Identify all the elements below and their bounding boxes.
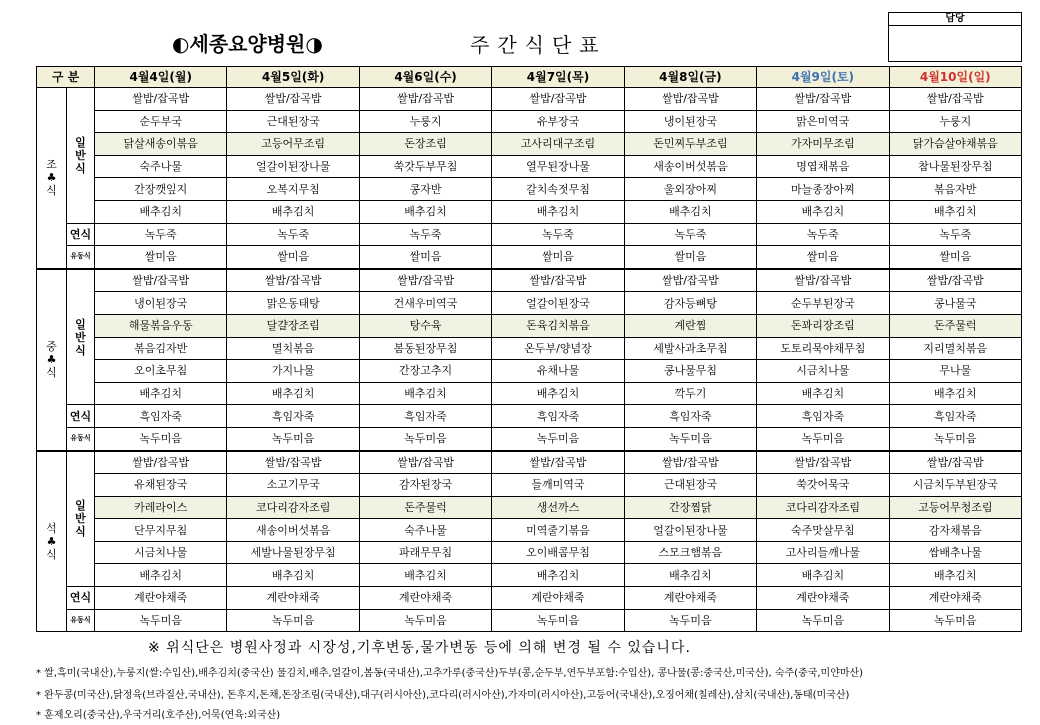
menu-cell: 녹두죽 [227, 223, 359, 246]
menu-cell: 배추김치 [889, 200, 1021, 223]
liquid-diet-row [37, 246, 1022, 269]
menu-cell: 배추김치 [492, 382, 624, 405]
menu-cell: 새송이버섯볶음 [227, 519, 359, 542]
general-diet-label: 일 반 식 [67, 88, 95, 224]
menu-cell: 흑임자죽 [492, 405, 624, 428]
menu-cell: 녹두미음 [359, 609, 491, 632]
soft-diet-label: 연식 [67, 405, 95, 428]
menu-cell: 쌀밥/잡곡밥 [624, 451, 756, 474]
origin-line-2: * 완두콩(미국산),닭정육(브라질산,국내산), 돈후지,돈채,돈장조림(국내산),대구(러시아산),코다리(러시아산),가자미(러시아산),고등어(국내산),오징어채(칠레산),삼치(국내산),동태(미국산) [36, 690, 850, 701]
menu-row [37, 451, 1022, 474]
menu-cell: 마늘종장아찌 [757, 178, 889, 201]
liquid-diet-label: 유동식 [67, 246, 95, 269]
menu-cell: 간장고추지 [359, 360, 491, 383]
menu-cell: 누룽지 [889, 110, 1021, 133]
menu-cell: 누룽지 [359, 110, 491, 133]
menu-cell: 배추김치 [95, 200, 227, 223]
liquid-diet-row [37, 427, 1022, 450]
origin-line-3: * 훈제오리(중국산),우국거리(호주산),어묵(연육:외국산) [36, 710, 281, 721]
menu-row [37, 88, 1022, 111]
menu-cell: 배추김치 [757, 564, 889, 587]
menu-row [37, 564, 1022, 587]
menu-cell: 쌀밥/잡곡밥 [492, 269, 624, 292]
menu-cell: 배추김치 [624, 564, 756, 587]
menu-cell: 닭살새송이볶음 [95, 133, 227, 156]
menu-row [37, 155, 1022, 178]
menu-cell: 배추김치 [95, 564, 227, 587]
menu-cell: 쌀미음 [359, 246, 491, 269]
menu-cell: 쌀밥/잡곡밥 [757, 88, 889, 111]
menu-cell: 쌀미음 [95, 246, 227, 269]
liquid-diet-label: 유동식 [67, 609, 95, 632]
soft-diet-row [37, 223, 1022, 246]
menu-row [37, 360, 1022, 383]
menu-cell: 계란야채죽 [227, 587, 359, 610]
menu-cell: 쌀밥/잡곡밥 [889, 269, 1021, 292]
soft-diet-label: 연식 [67, 223, 95, 246]
menu-cell: 열무된장나물 [492, 155, 624, 178]
menu-cell: 멸치볶음 [227, 337, 359, 360]
weekly-menu-table [36, 66, 1022, 632]
menu-cell: 녹두죽 [95, 223, 227, 246]
menu-cell: 순두부된장국 [757, 292, 889, 315]
menu-cell: 계란야채죽 [624, 587, 756, 610]
menu-cell: 근대된장국 [624, 474, 756, 497]
menu-row [37, 292, 1022, 315]
menu-cell: 명엽채볶음 [757, 155, 889, 178]
day-header: 4월8일(금) [624, 67, 756, 88]
menu-cell: 쌀밥/잡곡밥 [95, 88, 227, 111]
menu-cell: 시금치나물 [757, 360, 889, 383]
meal-label-lunch: 중 ♣ 식 [37, 269, 67, 451]
menu-cell: 오이초무침 [95, 360, 227, 383]
menu-cell: 갈치속젓무침 [492, 178, 624, 201]
menu-cell: 쌀밥/잡곡밥 [889, 451, 1021, 474]
menu-cell: 깍두기 [624, 382, 756, 405]
menu-cell: 돈민찌두부조림 [624, 133, 756, 156]
menu-cell: 감자채볶음 [889, 519, 1021, 542]
menu-cell: 돈꽈리장조림 [757, 314, 889, 337]
menu-cell: 계란야채죽 [492, 587, 624, 610]
menu-cell: 녹두미음 [757, 427, 889, 450]
menu-cell: 맑은미역국 [757, 110, 889, 133]
menu-cell: 배추김치 [492, 564, 624, 587]
menu-cell: 간장찜닭 [624, 496, 756, 519]
meal-label-breakfast: 조 ♣ 식 [37, 88, 67, 269]
hospital-name: ◐세종요양병원◑ [172, 32, 323, 56]
general-diet-label: 일 반 식 [67, 269, 95, 405]
soft-diet-label: 연식 [67, 587, 95, 610]
menu-cell: 돈장조림 [359, 133, 491, 156]
menu-cell: 녹두죽 [624, 223, 756, 246]
menu-cell: 녹두미음 [95, 427, 227, 450]
menu-cell: 쌀미음 [227, 246, 359, 269]
menu-row [37, 382, 1022, 405]
menu-cell: 쌀밥/잡곡밥 [624, 269, 756, 292]
menu-cell: 쌀미음 [889, 246, 1021, 269]
menu-cell: 해물볶음우동 [95, 314, 227, 337]
menu-cell: 닭가슴살야채볶음 [889, 133, 1021, 156]
menu-cell: 가지나물 [227, 360, 359, 383]
menu-cell: 생선까스 [492, 496, 624, 519]
menu-cell: 쌀밥/잡곡밥 [95, 269, 227, 292]
menu-cell: 쌀미음 [624, 246, 756, 269]
menu-cell: 숙주맛살무침 [757, 519, 889, 542]
menu-cell: 녹두미음 [757, 609, 889, 632]
menu-cell: 온두부/양념장 [492, 337, 624, 360]
menu-cell: 계란야채죽 [359, 587, 491, 610]
menu-cell: 쌀밥/잡곡밥 [359, 88, 491, 111]
menu-cell: 울외장아찌 [624, 178, 756, 201]
menu-cell: 들깨미역국 [492, 474, 624, 497]
day-header-saturday: 4월9일(토) [757, 67, 889, 88]
menu-cell: 시금치나물 [95, 541, 227, 564]
menu-cell: 쌀밥/잡곡밥 [624, 88, 756, 111]
page-title: 주간식단표 [470, 33, 607, 57]
menu-cell: 흑임자죽 [227, 405, 359, 428]
menu-cell: 가자미무조림 [757, 133, 889, 156]
menu-cell: 유부장국 [492, 110, 624, 133]
menu-cell: 미역줄기볶음 [492, 519, 624, 542]
menu-cell: 얼갈이된장나물 [624, 519, 756, 542]
menu-cell: 돈주물럭 [889, 314, 1021, 337]
day-header-sunday: 4월10일(일) [889, 67, 1021, 88]
menu-cell: 쌀미음 [757, 246, 889, 269]
menu-cell: 오이배콤무침 [492, 541, 624, 564]
menu-cell: 쌀미음 [492, 246, 624, 269]
general-diet-label: 일 반 식 [67, 451, 95, 587]
menu-cell: 지리멸치볶음 [889, 337, 1021, 360]
menu-cell: 녹두미음 [624, 609, 756, 632]
notice-text: ※ 위식단은 병원사정과 시장성,기후변동,물가변동 등에 의해 변경 될 수 있습니다. [148, 640, 691, 656]
menu-cell: 숙주나물 [359, 519, 491, 542]
menu-cell: 참나물된장무침 [889, 155, 1021, 178]
menu-cell: 흑임자죽 [889, 405, 1021, 428]
menu-cell: 녹두미음 [889, 609, 1021, 632]
menu-cell: 코다리감자조림 [227, 496, 359, 519]
menu-cell: 냉이된장국 [95, 292, 227, 315]
menu-cell: 콩자반 [359, 178, 491, 201]
menu-cell: 세발나물된장무침 [227, 541, 359, 564]
day-header: 4월6일(수) [359, 67, 491, 88]
menu-cell: 녹두미음 [492, 609, 624, 632]
menu-row [37, 269, 1022, 292]
menu-cell: 코다리감자조림 [757, 496, 889, 519]
menu-row [37, 519, 1022, 542]
menu-cell: 배추김치 [492, 200, 624, 223]
menu-cell: 쌀밥/잡곡밥 [757, 269, 889, 292]
menu-cell: 숙주나물 [95, 155, 227, 178]
menu-cell: 쌀밥/잡곡밥 [889, 88, 1021, 111]
menu-cell: 새송이버섯볶음 [624, 155, 756, 178]
menu-cell: 소고기무국 [227, 474, 359, 497]
menu-cell: 콩나물국 [889, 292, 1021, 315]
menu-cell: 쌀밥/잡곡밥 [227, 88, 359, 111]
menu-cell: 녹두죽 [359, 223, 491, 246]
menu-cell: 배추김치 [624, 200, 756, 223]
menu-cell: 배추김치 [757, 200, 889, 223]
menu-cell: 배추김치 [889, 382, 1021, 405]
menu-cell: 간장깻잎지 [95, 178, 227, 201]
menu-cell: 계란야채죽 [889, 587, 1021, 610]
menu-cell: 근대된장국 [227, 110, 359, 133]
menu-cell: 흑임자죽 [624, 405, 756, 428]
menu-cell: 도토리묵야채무침 [757, 337, 889, 360]
menu-row [37, 200, 1022, 223]
menu-row [37, 133, 1022, 156]
menu-cell: 건새우미역국 [359, 292, 491, 315]
menu-cell: 감자된장국 [359, 474, 491, 497]
menu-cell: 세발사과초무침 [624, 337, 756, 360]
menu-cell: 고등어무청조림 [889, 496, 1021, 519]
approval-box [888, 12, 1022, 62]
menu-cell: 고등어무조림 [227, 133, 359, 156]
meal-label-dinner: 석 ♣ 식 [37, 451, 67, 632]
menu-row [37, 474, 1022, 497]
menu-cell: 감자등뼈탕 [624, 292, 756, 315]
category-header: 구 분 [37, 67, 95, 88]
liquid-diet-label: 유동식 [67, 427, 95, 450]
menu-cell: 녹두미음 [359, 427, 491, 450]
origin-line-1: * 쌀,흑미(국내산),누룽지(쌀:수입산),배추김치(중국산) 물김치,배추,얼갈이,봄동(국내산),고추가루(중국산)두부(콩,순두부,연두부포함:수입산), 콩나물(콩:중국산,미국산), 숙주(중국,미얀마산) [36, 668, 864, 679]
menu-row [37, 541, 1022, 564]
menu-cell: 콩나물무침 [624, 360, 756, 383]
menu-cell: 녹두미음 [624, 427, 756, 450]
menu-cell: 볶음김자반 [95, 337, 227, 360]
menu-cell: 쌀밥/잡곡밥 [95, 451, 227, 474]
menu-cell: 스모크햄볶음 [624, 541, 756, 564]
menu-cell: 배추김치 [889, 564, 1021, 587]
menu-row [37, 314, 1022, 337]
menu-row [37, 110, 1022, 133]
menu-cell: 봄동된장무침 [359, 337, 491, 360]
menu-cell: 녹두미음 [95, 609, 227, 632]
menu-cell: 유채된장국 [95, 474, 227, 497]
menu-cell: 흑임자죽 [95, 405, 227, 428]
menu-cell: 녹두미음 [889, 427, 1021, 450]
menu-cell: 맑은동태탕 [227, 292, 359, 315]
menu-cell: 고사리들깨나물 [757, 541, 889, 564]
menu-cell: 녹두미음 [227, 427, 359, 450]
menu-cell: 쑥갓두부무침 [359, 155, 491, 178]
approval-label: 담당 [889, 13, 1021, 26]
day-header: 4월5일(화) [227, 67, 359, 88]
menu-cell: 배추김치 [227, 200, 359, 223]
menu-cell: 쌀밥/잡곡밥 [757, 451, 889, 474]
menu-row [37, 496, 1022, 519]
menu-body [37, 88, 1022, 632]
menu-cell: 녹두죽 [889, 223, 1021, 246]
menu-cell: 얼갈이된장국 [492, 292, 624, 315]
menu-cell: 쌀밥/잡곡밥 [227, 269, 359, 292]
menu-cell: 배추김치 [359, 382, 491, 405]
menu-cell: 쌀밥/잡곡밥 [492, 88, 624, 111]
menu-row [37, 178, 1022, 201]
menu-cell: 녹두미음 [492, 427, 624, 450]
day-header: 4월7일(목) [492, 67, 624, 88]
menu-cell: 고사리대구조림 [492, 133, 624, 156]
menu-cell: 녹두죽 [492, 223, 624, 246]
menu-cell: 오복지무침 [227, 178, 359, 201]
menu-cell: 배추김치 [95, 382, 227, 405]
header-row [37, 67, 1022, 88]
menu-cell: 단무지무침 [95, 519, 227, 542]
menu-cell: 쌀밥/잡곡밥 [227, 451, 359, 474]
soft-diet-row [37, 587, 1022, 610]
liquid-diet-row [37, 609, 1022, 632]
menu-cell: 배추김치 [359, 564, 491, 587]
menu-cell: 계란야채죽 [757, 587, 889, 610]
menu-cell: 쌀밥/잡곡밥 [492, 451, 624, 474]
menu-cell: 배추김치 [757, 382, 889, 405]
menu-cell: 쌈배추나물 [889, 541, 1021, 564]
menu-cell: 계란찜 [624, 314, 756, 337]
menu-cell: 달걀장조림 [227, 314, 359, 337]
menu-cell: 시금치두부된장국 [889, 474, 1021, 497]
menu-cell: 쑥갓어묵국 [757, 474, 889, 497]
menu-cell: 흑임자죽 [757, 405, 889, 428]
menu-cell: 얼갈이된장나물 [227, 155, 359, 178]
menu-cell: 순두부국 [95, 110, 227, 133]
menu-cell: 쌀밥/잡곡밥 [359, 451, 491, 474]
menu-cell: 돈주물럭 [359, 496, 491, 519]
menu-cell: 볶음자반 [889, 178, 1021, 201]
menu-cell: 냉이된장국 [624, 110, 756, 133]
menu-cell: 배추김치 [359, 200, 491, 223]
menu-cell: 카레라이스 [95, 496, 227, 519]
menu-cell: 무나물 [889, 360, 1021, 383]
menu-cell: 흑임자죽 [359, 405, 491, 428]
menu-cell: 쌀밥/잡곡밥 [359, 269, 491, 292]
menu-cell: 파래무무침 [359, 541, 491, 564]
menu-cell: 배추김치 [227, 382, 359, 405]
menu-cell: 돈육김치볶음 [492, 314, 624, 337]
menu-cell: 탕수육 [359, 314, 491, 337]
menu-row [37, 337, 1022, 360]
soft-diet-row [37, 405, 1022, 428]
day-header: 4월4일(월) [95, 67, 227, 88]
menu-cell: 유채나물 [492, 360, 624, 383]
menu-cell: 계란야채죽 [95, 587, 227, 610]
menu-cell: 녹두미음 [227, 609, 359, 632]
menu-cell: 배추김치 [227, 564, 359, 587]
menu-cell: 녹두죽 [757, 223, 889, 246]
